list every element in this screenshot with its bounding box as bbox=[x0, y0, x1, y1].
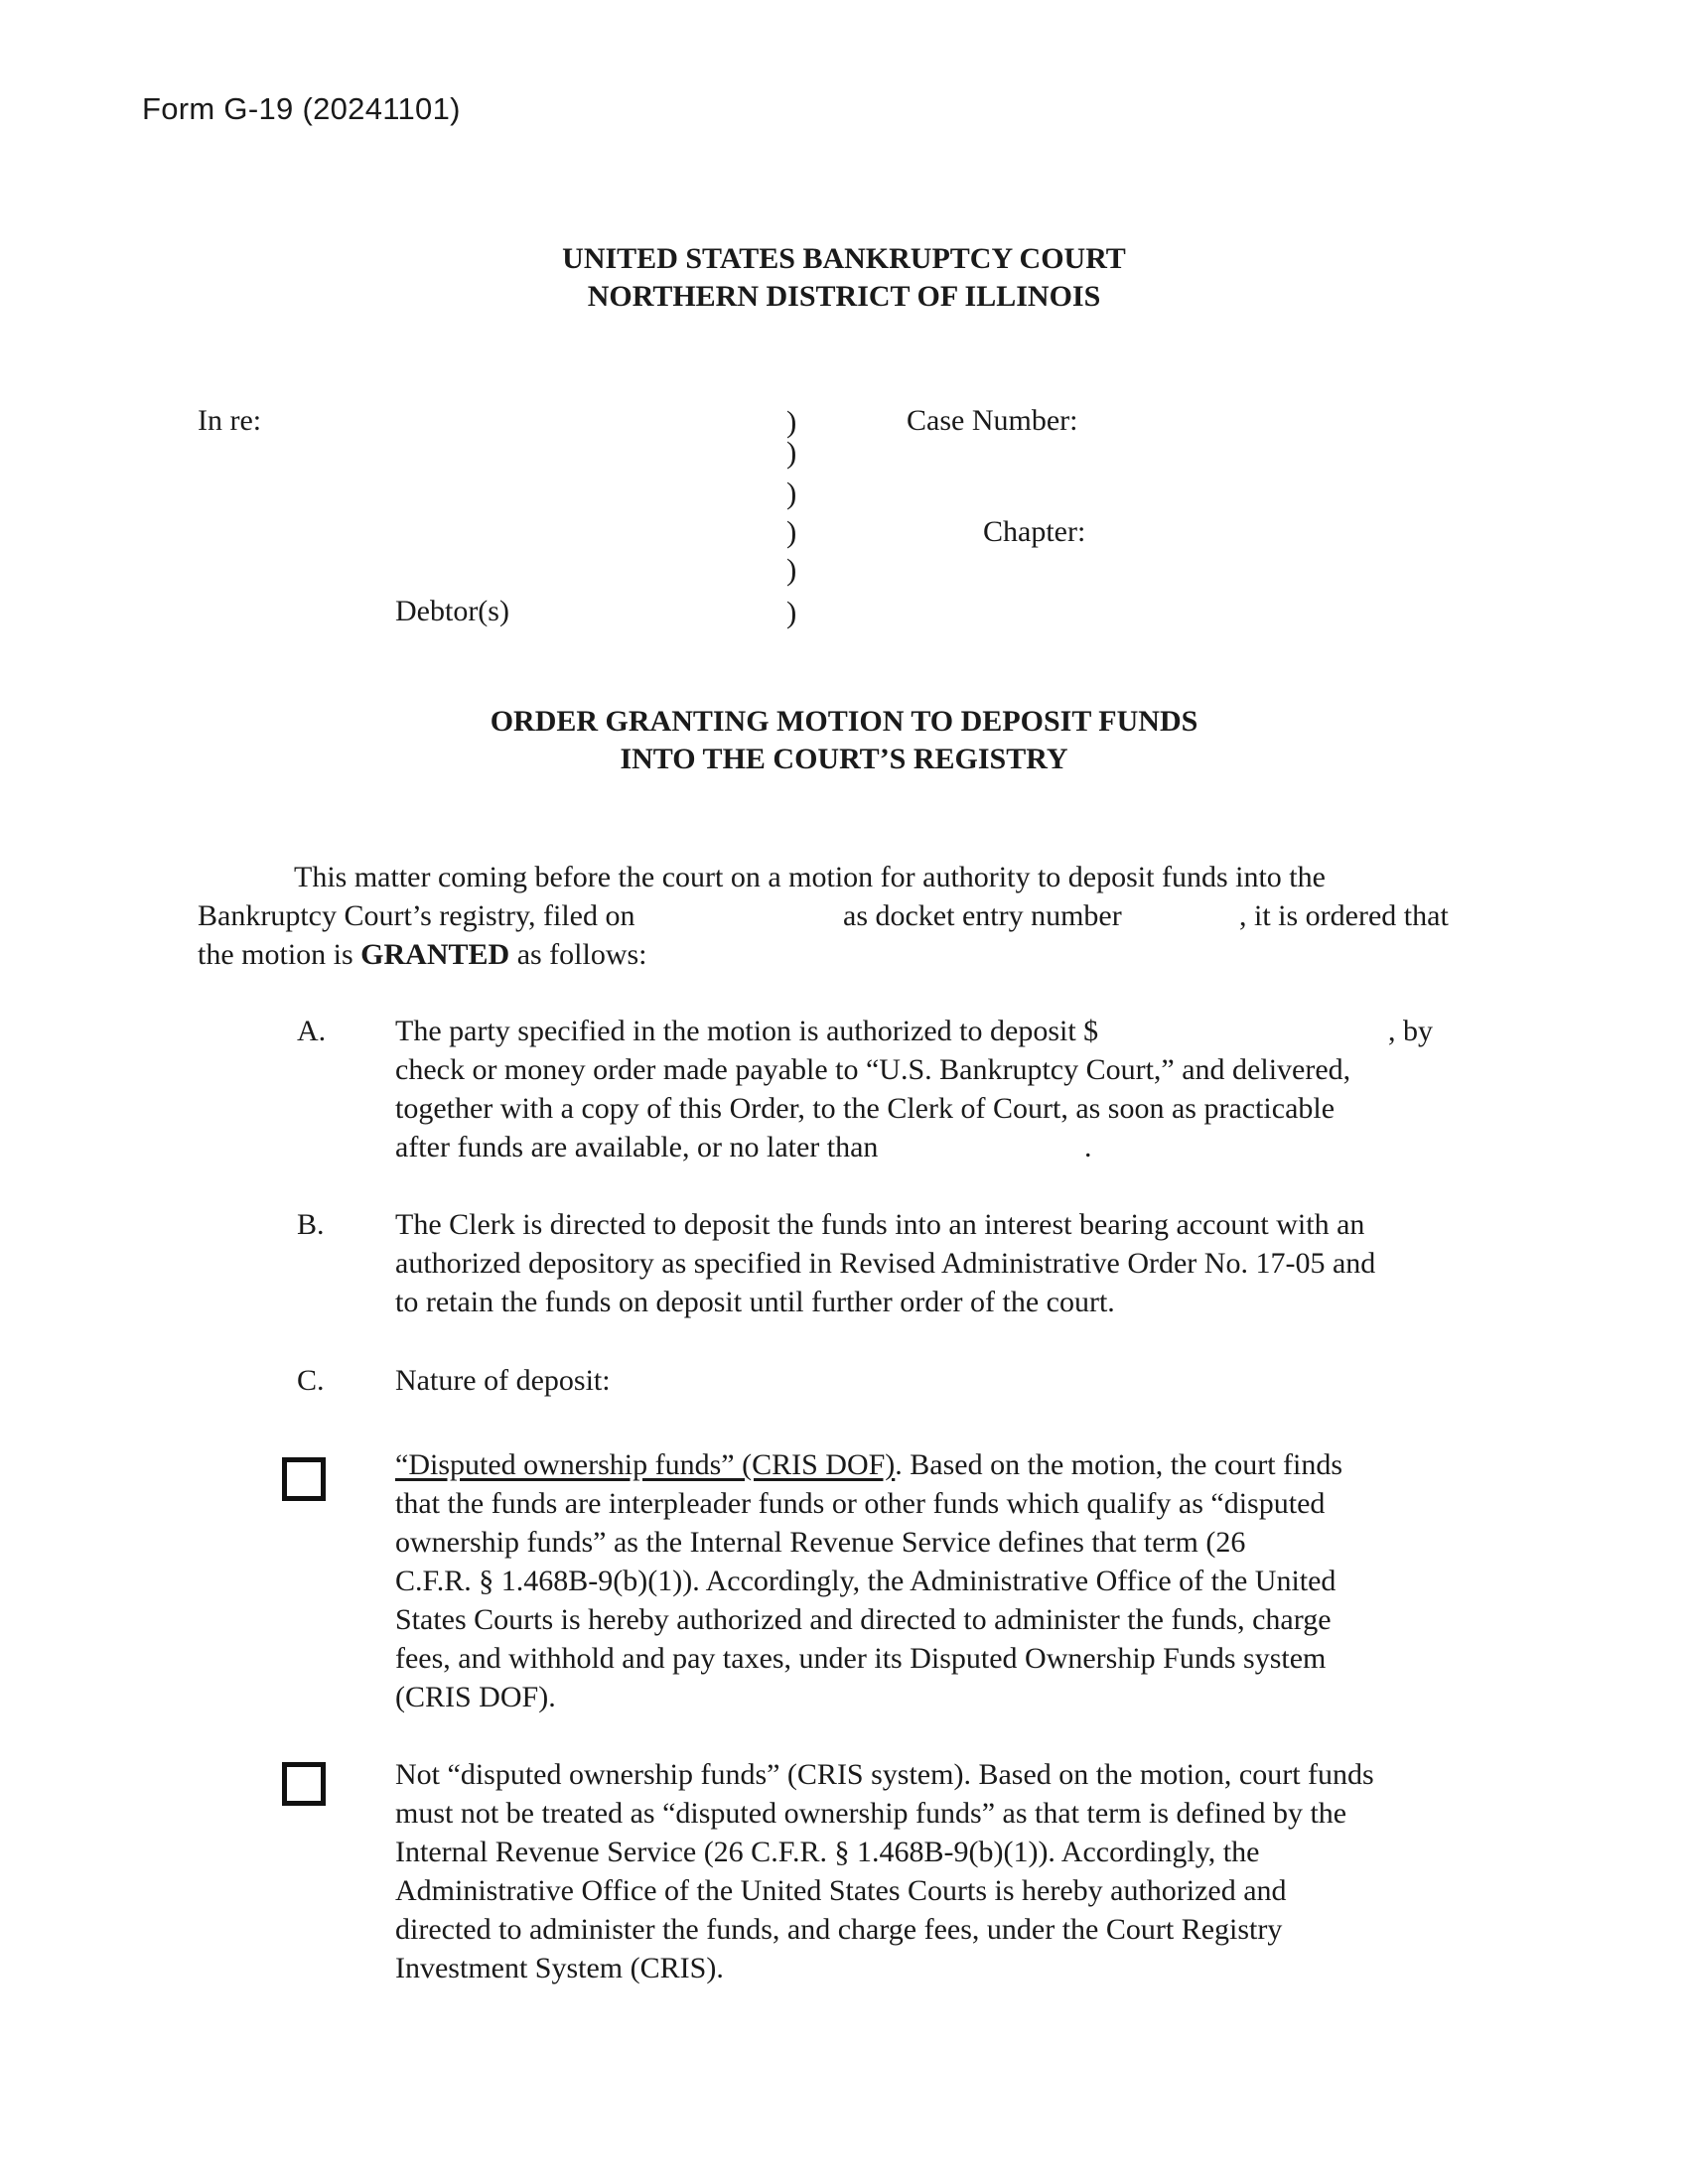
item-a-line: together with a copy of this Order, to the Clerk of Court, as soon as practicable bbox=[395, 1092, 1336, 1125]
cris-line: Administrative Office of the United States Courts is hereby authorized and bbox=[395, 1874, 1287, 1907]
order-title: INTO THE COURT’S REGISTRY bbox=[620, 743, 1068, 775]
case-number-label: Case Number: bbox=[907, 404, 1078, 437]
item-label-b: B. bbox=[297, 1208, 325, 1241]
caption-paren: ) bbox=[786, 514, 797, 549]
intro-line: as docket entry number bbox=[843, 899, 1122, 932]
intro-text: as follows: bbox=[516, 938, 647, 971]
intro-text: the motion is bbox=[198, 938, 353, 971]
dof-line: fees, and withhold and pay taxes, under its Disputed Ownership Funds system bbox=[395, 1642, 1327, 1675]
chapter-label: Chapter: bbox=[983, 515, 1086, 548]
order-title: ORDER GRANTING MOTION TO DEPOSIT FUNDS bbox=[490, 705, 1198, 738]
granted-text: GRANTED bbox=[360, 938, 510, 971]
dof-line: (CRIS DOF). bbox=[395, 1681, 556, 1713]
dof-text: . Based on the motion, the court finds bbox=[895, 1448, 1343, 1481]
debtor-label: Debtor(s) bbox=[395, 595, 509, 627]
item-b-line: authorized depository as specified in Revised Administrative Order No. 17-05 and bbox=[395, 1247, 1376, 1280]
caption-paren: ) bbox=[786, 435, 797, 470]
caption-paren: ) bbox=[786, 476, 797, 510]
item-c-line: Nature of deposit: bbox=[395, 1364, 611, 1397]
item-a-line: The party specified in the motion is authorized to deposit $ bbox=[395, 1015, 1099, 1047]
cris-line: Investment System (CRIS). bbox=[395, 1952, 724, 1984]
dof-line bbox=[395, 1445, 1497, 1484]
item-label-a: A. bbox=[297, 1015, 327, 1047]
item-a-line: after funds are available, or no later than bbox=[395, 1131, 879, 1163]
in-re-label: In re: bbox=[198, 404, 262, 437]
dof-line: that the funds are interpleader funds or other funds which qualify as “disputed bbox=[395, 1487, 1326, 1520]
dof-line: ownership funds” as the Internal Revenue Service defines that term (26 bbox=[395, 1526, 1246, 1559]
caption-paren: ) bbox=[786, 404, 797, 439]
dof-heading: “Disputed ownership funds” (CRIS DOF) bbox=[395, 1448, 896, 1481]
intro-line: , it is ordered that bbox=[1239, 899, 1449, 932]
intro-line: This matter coming before the court on a motion for authority to deposit funds into the bbox=[294, 861, 1326, 893]
intro-line bbox=[198, 935, 647, 974]
item-label-c: C. bbox=[297, 1364, 325, 1397]
item-b-line: The Clerk is directed to deposit the funds into an interest bearing account with an bbox=[395, 1208, 1365, 1241]
caption-paren: ) bbox=[786, 595, 797, 629]
cris-line: Not “disputed ownership funds” (CRIS system). Based on the motion, court funds bbox=[395, 1758, 1374, 1791]
dof-line: C.F.R. § 1.468B-9(b)(1)). Accordingly, the Administrative Office of the United bbox=[395, 1565, 1336, 1597]
cris-line: directed to administer the funds, and charge fees, under the Court Registry bbox=[395, 1913, 1283, 1946]
cris-line: must not be treated as “disputed ownership funds” as that term is defined by the bbox=[395, 1797, 1347, 1830]
court-district: NORTHERN DISTRICT OF ILLINOIS bbox=[587, 280, 1101, 313]
court-name: UNITED STATES BANKRUPTCY COURT bbox=[562, 242, 1126, 275]
item-b-line: to retain the funds on deposit until further order of the court. bbox=[395, 1286, 1115, 1318]
dof-checkbox[interactable] bbox=[282, 1457, 326, 1501]
form-id: Form G-19 (20241101) bbox=[142, 91, 461, 126]
intro-line: Bankruptcy Court’s registry, filed on bbox=[198, 899, 635, 932]
item-a-line: . bbox=[1084, 1131, 1092, 1163]
item-a-line: , by bbox=[1388, 1015, 1433, 1047]
cris-checkbox[interactable] bbox=[282, 1762, 326, 1806]
dof-line: States Courts is hereby authorized and directed to administer the funds, charge bbox=[395, 1603, 1332, 1636]
caption-paren: ) bbox=[786, 552, 797, 587]
item-a-line: check or money order made payable to “U.S. Bankruptcy Court,” and delivered, bbox=[395, 1053, 1351, 1086]
cris-line: Internal Revenue Service (26 C.F.R. § 1.468B-9(b)(1)). Accordingly, the bbox=[395, 1836, 1260, 1868]
